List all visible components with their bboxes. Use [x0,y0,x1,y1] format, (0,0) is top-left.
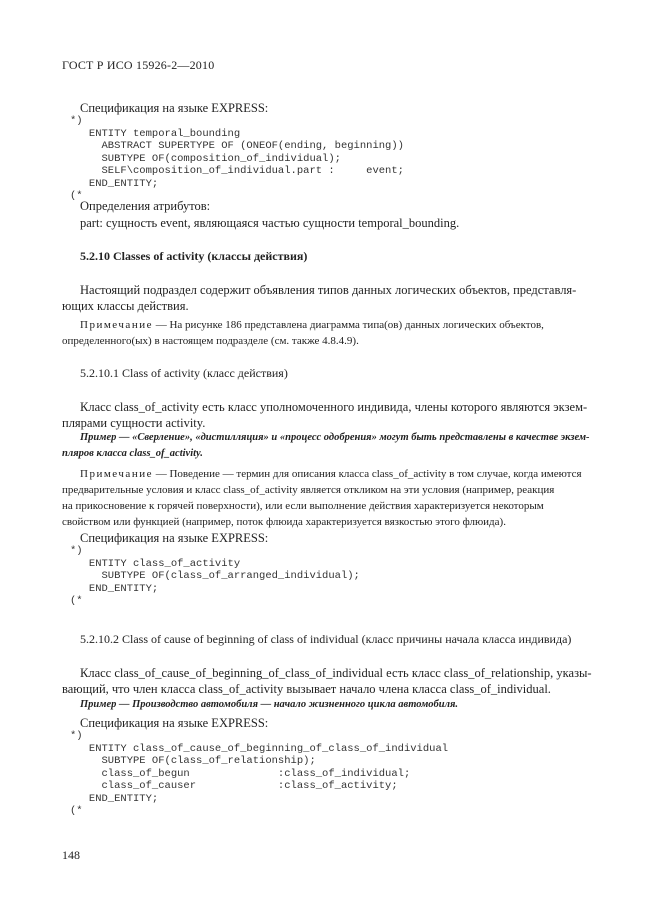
section-heading: 5.2.10 Classes of activity (классы действия) [80,249,308,263]
sub1-note-line-4: свойством или функцией (например, поток флюида характеризуется вязкостью этого флюида). [62,516,506,528]
sub1-example-line-2: пляров класса class_of_activity. [62,448,203,459]
sub1-note-line-2: предварительные условия и класс class_of_activity является откликом на эти условия (например, реакция [62,484,555,496]
page-number: 148 [62,848,80,862]
note-label: Примечание [80,319,153,331]
document-header: ГОСТ Р ИСО 15926-2—2010 [62,58,215,72]
spec-title: Спецификация на языке EXPRESS: [80,531,269,545]
sub1-example-line-1: Пример — «Сверление», «дистилляция» и «процесс одобрения» могут быть представлены в качестве экзем- [80,432,590,443]
express-code-class-of-cause: *) ENTITY class_of_cause_of_beginning_of_class_of_individual SUBTYPE OF(class_of_relationship); class_of_begun :class_of_individual; class_of_causer :class_of_activity; END_ENTITY; (* [70,730,449,817]
sub1-note-line-3: на прикосновение к горячей поверхности), или если выполнение действия характеризуется некоторым [62,500,544,512]
sub2-paragraph-line-2: вающий, что член класса class_of_activity вызывает начало члена класса class_of_individual. [62,682,551,696]
attribute-part-definition: part: сущность event, являющаяся частью сущности temporal_bounding. [80,216,460,230]
section-note-line-1 [80,317,544,333]
section-note-line-2: определенного(ых) в настоящем подразделе (см. также 4.8.4.9). [62,335,359,347]
sub1-note-line-1 [80,466,582,482]
note-text: — На рисунке 186 представлена диаграмма типа(ов) данных логических объектов, [152,319,544,331]
subsection-heading-1: 5.2.10.1 Class of activity (класс действия) [80,366,288,380]
sub1-paragraph-line-1: Класс class_of_activity есть класс уполномоченного индивида, члены которого являются экзем- [80,400,588,414]
attributes-title: Определения атрибутов: [80,199,211,213]
express-code-class-of-activity: *) ENTITY class_of_activity SUBTYPE OF(class_of_arranged_individual); END_ENTITY; (* [70,545,360,607]
note-label: Примечание [80,468,153,480]
spec-title: Спецификация на языке EXPRESS: [80,716,269,730]
subsection-heading-2: 5.2.10.2 Class of cause of beginning of class of individual (класс причины начала класса индивида) [80,632,572,646]
sub2-paragraph-line-1: Класс class_of_cause_of_beginning_of_class_of_individual есть класс class_of_relationship, указы- [80,666,592,680]
sub2-example: Пример — Производство автомобиля — начало жизненного цикла автомобиля. [80,699,459,710]
note-text: — Поведение — термин для описания класса class_of_activity в том случае, когда имеются [152,468,582,480]
sub1-paragraph-line-2: плярами сущности activity. [62,416,206,430]
spec-title: Спецификация на языке EXPRESS: [80,101,269,115]
express-code-temporal-bounding: *) ENTITY temporal_bounding ABSTRACT SUPERTYPE OF (ONEOF(ending, beginning)) SUBTYPE OF(composition_of_individual); SELF\composition_of_individual.part : event; END_ENTITY; (* [70,115,404,202]
section-paragraph-line-1: Настоящий подраздел содержит объявления типов данных логических объектов, представля- [80,283,577,297]
section-paragraph-line-2: ющих классы действия. [62,299,189,313]
